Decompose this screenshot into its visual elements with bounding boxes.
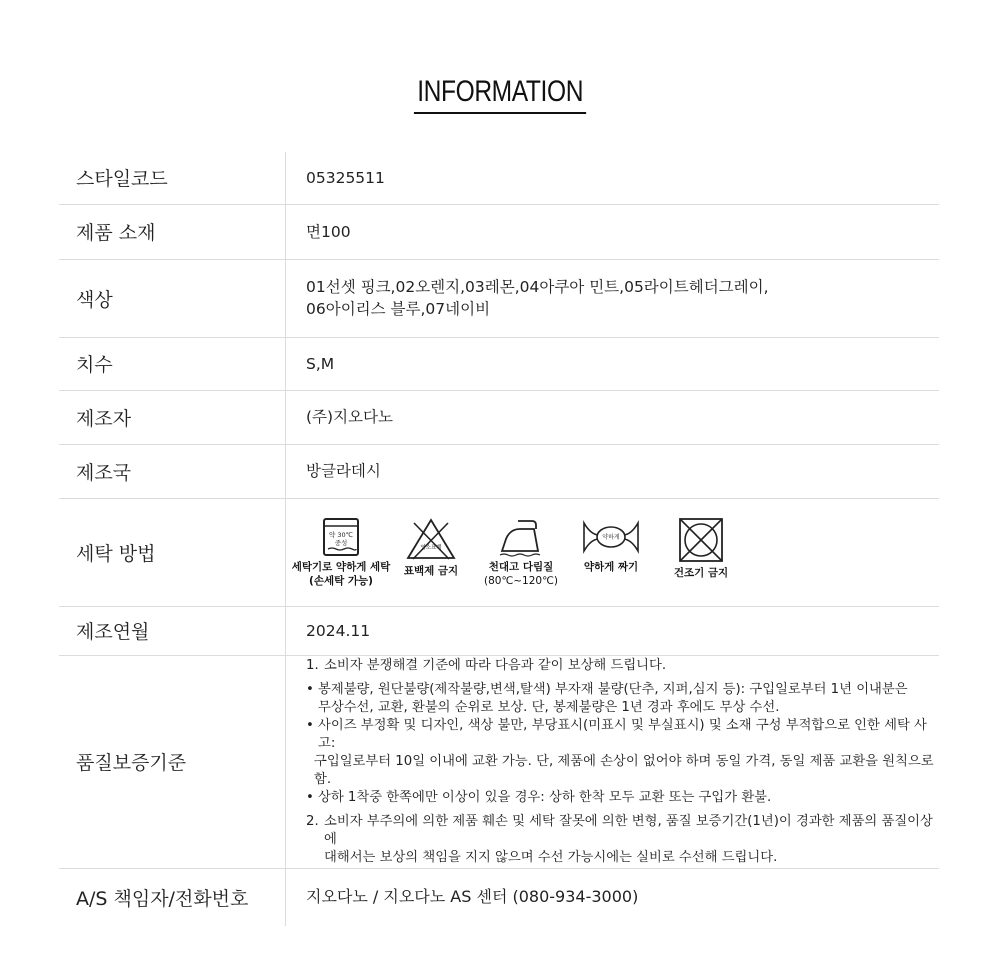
iron-icon — [498, 517, 544, 557]
quality-bullet-1 — [306, 681, 938, 699]
value-maker: (주)지오다노 — [286, 390, 940, 444]
wash-caption-5: 건조기 금지 — [673, 566, 729, 579]
label-material: 제품 소재 — [59, 204, 286, 259]
value-date: 2024.11 — [286, 606, 940, 655]
value-country: 방글라데시 — [286, 444, 940, 498]
info-title-wrap — [0, 74, 1000, 114]
row-quality — [59, 655, 939, 868]
label-size: 치수 — [59, 337, 286, 390]
label-quality: 품질보증기준 — [59, 655, 286, 868]
wring-inner-text: 약하게 — [602, 533, 620, 541]
page-title: INFORMATION — [414, 74, 586, 114]
wash-caption-2: 표백제 금지 — [403, 564, 459, 577]
quality-item-1-text: 소비자 분쟁해결 기준에 따라 다음과 같이 보상해 드립니다. — [324, 657, 667, 673]
value-style-code: 05325511 — [286, 152, 940, 204]
row-wash — [59, 498, 939, 606]
color-line-2: 06아이리스 블루,07네이비 — [306, 300, 491, 318]
row-size — [59, 337, 939, 390]
row-material — [59, 204, 939, 259]
bullet-2-dot: • — [306, 717, 314, 733]
quality-text — [306, 657, 938, 867]
label-maker: 제조자 — [59, 390, 286, 444]
label-style-code: 스타일코드 — [59, 152, 286, 204]
wash-tub-icon — [321, 517, 361, 557]
value-material: 면100 — [286, 204, 940, 259]
quality-item-2 — [306, 813, 938, 849]
row-country — [59, 444, 939, 498]
row-maker — [59, 390, 939, 444]
quality-bullet-2 — [306, 717, 938, 753]
row-as — [59, 868, 939, 926]
row-color — [59, 259, 939, 337]
value-wash — [286, 498, 940, 606]
wring-icon — [581, 517, 641, 557]
color-line-1: 01선셋 핑크,02오렌지,03레몬,04아쿠아 민트,05라이트헤더그레이, — [306, 278, 769, 296]
value-color — [286, 259, 940, 337]
label-date: 제조연월 — [59, 606, 286, 655]
quality-item-1-num: 1. — [306, 657, 319, 673]
bullet-1-line-2: 무상수선, 교환, 환불의 순위로 보상. 단, 봉제불량은 1년 경과 후에도 무상 수선. — [318, 699, 780, 715]
wash-item-bleach — [386, 517, 476, 578]
quality-item-1 — [306, 657, 938, 675]
bullet-1-line-1: 봉제불량, 원단불량(제작불량,변색,탈색) 부자재 불량(단추, 지퍼,심지 등): 구입일로부터 1년 이내분은 — [318, 681, 908, 697]
label-color: 색상 — [59, 259, 286, 337]
wash-icons — [291, 517, 938, 588]
value-as: 지오다노 / 지오다노 AS 센터 (080-934-3000) — [306, 887, 639, 907]
wash-caption-3b: (80℃~120℃) — [484, 574, 558, 587]
info-table — [59, 152, 939, 926]
wash-caption-4: 약하게 짜기 — [583, 560, 639, 573]
bleach-inner-text: 염소표백 — [420, 544, 442, 551]
bullet-3-line-1: 상하 1착중 한쪽에만 이상이 있을 경우: 상하 한착 모두 교환 또는 구입가 환불. — [318, 789, 772, 805]
value-size: S,M — [286, 337, 940, 390]
label-as: A/S 책임자/전화번호 — [59, 868, 286, 926]
quality-bullet-3 — [306, 789, 938, 807]
row-date — [59, 606, 939, 655]
bullet-1-dot: • — [306, 681, 314, 697]
wash-caption-1: 세탁기로 약하게 세탁 — [291, 560, 391, 573]
wash-item-machine — [291, 517, 391, 588]
wash-caption-3: 천대고 다림질 — [488, 560, 554, 573]
wash-item-dryer — [656, 517, 746, 580]
quality-item-2-line-1: 소비자 부주의에 의한 제품 훼손 및 세탁 잘못에 의한 변형, 품질 보증기간(1년)이 경과한 제품의 품질이상에 — [324, 813, 933, 847]
row-style-code — [59, 152, 939, 204]
quality-item-2-line-2: 대해서는 보상의 책임을 지지 않으며 수선 가능시에는 실비로 수선해 드립니다. — [324, 849, 778, 865]
bullet-2-line-2: 구입일로부터 10일 이내에 교환 가능. 단, 제품에 손상이 없어야 하며 동일 가격, 동일 제품 교환을 원칙으로 함. — [314, 753, 934, 787]
wash-tub-neutral: 중성 — [334, 538, 348, 547]
wash-item-iron — [476, 517, 566, 588]
value-quality — [286, 655, 940, 868]
quality-item-2-num: 2. — [306, 813, 319, 829]
wash-caption-1b: (손세탁 가능) — [309, 574, 373, 587]
bullet-2-line-1: 사이즈 부정확 및 디자인, 색상 불만, 부당표시(미표시 및 부실표시) 및 소재 구성 부적합으로 인한 세탁 사고: — [318, 717, 927, 751]
label-country: 제조국 — [59, 444, 286, 498]
wash-item-wring — [566, 517, 656, 574]
no-bleach-icon — [405, 517, 457, 561]
bullet-3-dot: • — [306, 789, 314, 805]
wash-tub-temp: 약 30℃ — [329, 530, 353, 539]
no-tumble-dry-icon — [678, 517, 724, 563]
label-wash: 세탁 방법 — [59, 498, 286, 606]
